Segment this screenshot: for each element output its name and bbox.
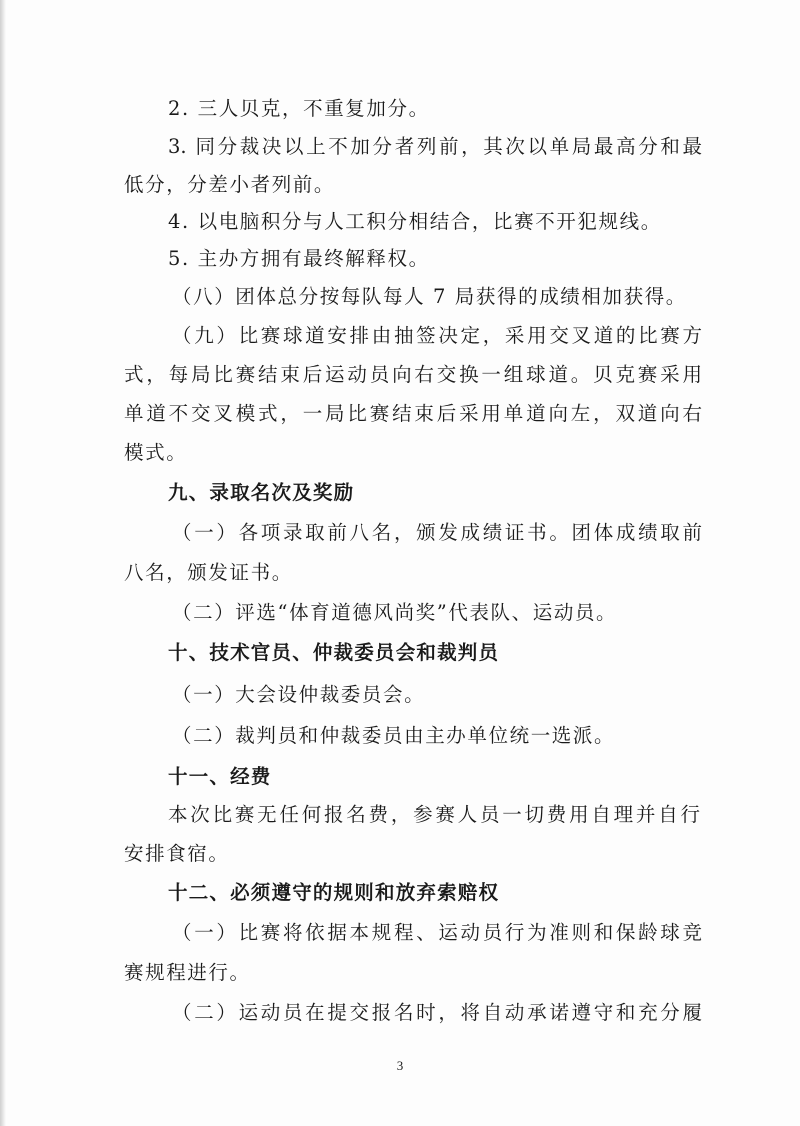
section-12-item-1-line-1: （一）比赛将依据本规程、运动员行为准则和保龄球竞	[172, 921, 702, 944]
item-9-line-4: 模式。	[124, 441, 188, 464]
rule-4-line: 4. 以电脑积分与人工积分相结合，比赛不开犯规线。	[168, 210, 662, 233]
rule-3-line-2: 低分，分差小者列前。	[124, 173, 336, 196]
page-number: 3	[396, 1058, 404, 1073]
section-12-item-2-line-1: （二）运动员在提交报名时，将自动承诺遵守和充分履	[172, 1001, 702, 1024]
section-11-text-line-2: 安排食宿。	[124, 842, 230, 865]
section-10-item-2-line: （二）裁判员和仲裁委员由主办单位统一选派。	[172, 724, 616, 747]
item-9-line-1: （九）比赛球道安排由抽签决定，采用交叉道的比赛方	[172, 324, 702, 347]
scan-edge-shadow	[0, 0, 6, 1126]
item-9-line-3: 单道不交叉模式，一局比赛结束后采用单道向左，双道向右	[124, 402, 702, 425]
section-11-text-line-1: 本次比赛无任何报名费，参赛人员一切费用自理并自行	[168, 803, 700, 826]
section-9-item-2-line: （二）评选“体育道德风尚奖”代表队、运动员。	[172, 601, 618, 624]
section-10-item-1-line: （一）大会设仲裁委员会。	[172, 683, 426, 706]
section-12-item-1-line-2: 赛规程进行。	[124, 961, 251, 984]
rule-2-line: 2. 三人贝克，不重复加分。	[168, 97, 430, 120]
section-12-heading: 十二、必须遵守的规则和放弃索赔权	[168, 881, 500, 904]
rule-5-line: 5. 主办方拥有最终解释权。	[168, 247, 430, 270]
section-11-heading: 十一、经费	[168, 765, 272, 788]
item-8-line: （八）团体总分按每队每人 7 局获得的成绩相加获得。	[172, 285, 687, 308]
section-9-item-1-line-2: 八名，颁发证书。	[124, 561, 293, 584]
section-9-heading: 九、录取名次及奖励	[168, 481, 355, 504]
item-9-line-2: 式，每局比赛结束后运动员向右交换一组球道。贝克赛采用	[124, 363, 702, 386]
section-9-item-1-line-1: （一）各项录取前八名，颁发成绩证书。团体成绩取前	[172, 521, 702, 544]
rule-3-line-1: 3. 同分裁决以上不加分者列前，其次以单局最高分和最	[168, 135, 702, 158]
section-10-heading: 十、技术官员、仲裁委员会和裁判员	[168, 641, 500, 664]
